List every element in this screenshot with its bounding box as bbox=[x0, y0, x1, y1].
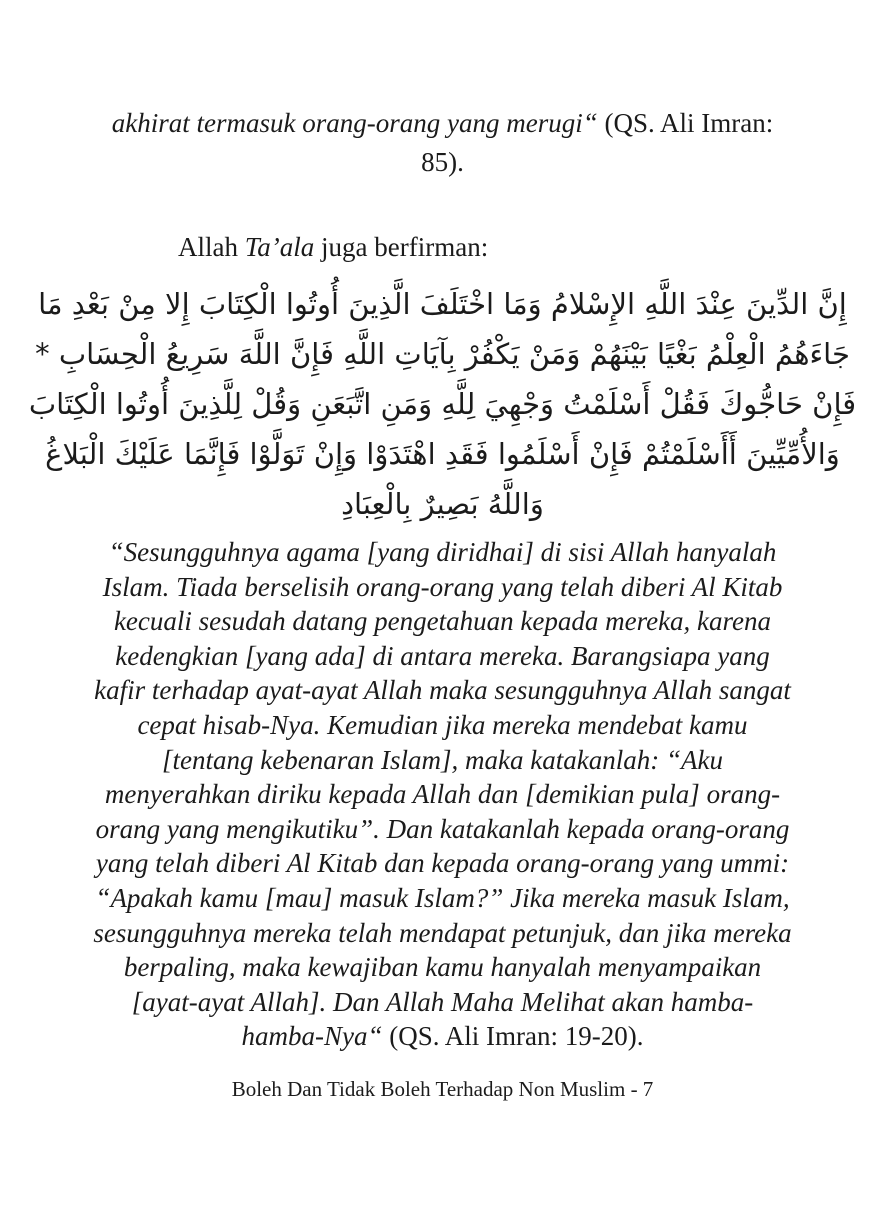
arabic-verse-line: فَإِنْ حَاجُّوكَ فَقُلْ أَسْلَمْتُ وَجْهِيَ لِلَّهِ وَمَنِ اتَّبَعَنِ وَقُلْ لِلَّذِينَ أُوتُوا الْكِتَابَ bbox=[28, 387, 857, 421]
roman-text-segment: (QS. Ali Imran: bbox=[597, 108, 774, 138]
italic-text-segment: orang yang mengikutiku”. Dan katakanlah kepada orang-orang bbox=[95, 813, 790, 844]
italic-text-segment: berpaling, maka kewajiban kamu hanyalah menyampaikan bbox=[123, 952, 762, 983]
italic-text-segment: akhirat termasuk orang-orang yang merugi“ bbox=[111, 108, 598, 138]
italic-text-segment: kedengkian [yang ada] di antara mereka. Barangsiapa yang bbox=[115, 640, 770, 671]
translation-line bbox=[0, 812, 885, 847]
italic-text-segment: Ta’ala bbox=[244, 232, 315, 262]
translation-line bbox=[0, 673, 885, 708]
translation-line bbox=[0, 950, 885, 985]
roman-text-segment: juga berfirman: bbox=[314, 232, 489, 262]
italic-text-segment: hamba-Nya“ bbox=[241, 1021, 390, 1052]
translation-line bbox=[0, 743, 885, 778]
italic-text-segment: Islam. Tiada berselisih orang-orang yang telah diberi Al Kitab bbox=[102, 571, 783, 602]
translation-line bbox=[0, 639, 885, 674]
italic-text-segment: “Apakah kamu [mau] masuk Islam?” Jika mereka masuk Islam, bbox=[95, 882, 790, 913]
italic-text-segment: kecuali sesudah datang pengetahuan kepada mereka, karena bbox=[113, 606, 772, 637]
intro-paragraph bbox=[0, 227, 885, 267]
quote-line bbox=[0, 104, 885, 143]
roman-text-segment: Allah bbox=[178, 232, 245, 262]
translation-paragraph bbox=[0, 535, 885, 1054]
arabic-verse-line: إِنَّ الدِّينَ عِنْدَ اللَّهِ الإِسْلامُ وَمَا اخْتَلَفَ الَّذِينَ أُوتُوا الْكِتَابَ إِلا مِنْ بَعْدِ مَا bbox=[38, 287, 847, 321]
roman-text-segment: 85). bbox=[421, 147, 464, 177]
italic-text-segment: menyerahkan diriku kepada Allah dan [demikian pula] orang- bbox=[104, 779, 781, 810]
translation-line bbox=[0, 535, 885, 570]
translation-line bbox=[0, 777, 885, 812]
arabic-verse-line: وَالأُمِّيِّينَ أَأَسْلَمْتُمْ فَإِنْ أَسْلَمُوا فَقَدِ اهْتَدَوْا وَإِنْ تَوَلَّوْا فَإِنَّمَا عَلَيْكَ الْبَلاغُ bbox=[45, 437, 840, 471]
italic-text-segment: [tentang kebenaran Islam], maka katakanlah: “Aku bbox=[162, 744, 723, 775]
quote-line bbox=[0, 143, 885, 182]
roman-text-segment: (QS. Ali Imran: 19-20). bbox=[389, 1021, 644, 1052]
arabic-verse-line: جَاءَهُمُ الْعِلْمُ بَغْيًا بَيْنَهُمْ وَمَنْ يَكْفُرْ بِآيَاتِ اللَّهِ فَإِنَّ اللَّهَ سَرِيعُ الْحِسَابِ * bbox=[35, 337, 850, 371]
translation-line bbox=[0, 846, 885, 881]
italic-text-segment: kafir terhadap ayat-ayat Allah maka sesungguhnya Allah sangat bbox=[94, 675, 791, 706]
arabic-verse-block bbox=[0, 279, 885, 529]
page-footer: Boleh Dan Tidak Boleh Terhadap Non Muslim - 7 bbox=[231, 1076, 654, 1101]
translation-line bbox=[0, 570, 885, 605]
italic-text-segment: cepat hisab-Nya. Kemudian jika mereka mendebat kamu bbox=[137, 709, 748, 740]
translation-line bbox=[0, 881, 885, 916]
italic-text-segment: yang telah diberi Al Kitab dan kepada orang-orang yang ummi: bbox=[95, 848, 790, 879]
translation-line bbox=[0, 708, 885, 743]
translation-line bbox=[0, 1019, 885, 1054]
italic-text-segment: [ayat-ayat Allah]. Dan Allah Maha Melihat akan hamba- bbox=[131, 986, 754, 1017]
italic-text-segment: “Sesungguhnya agama [yang diridhai] di sisi Allah hanyalah bbox=[108, 537, 777, 567]
translation-line bbox=[0, 985, 885, 1020]
arabic-verse-line: وَاللَّهُ بَصِيرٌ بِالْعِبَادِ bbox=[341, 487, 544, 521]
translation-line bbox=[0, 916, 885, 951]
quote-continuation-paragraph bbox=[0, 0, 885, 182]
translation-line bbox=[0, 604, 885, 639]
italic-text-segment: sesungguhnya mereka telah mendapat petunjuk, dan jika mereka bbox=[93, 917, 792, 948]
